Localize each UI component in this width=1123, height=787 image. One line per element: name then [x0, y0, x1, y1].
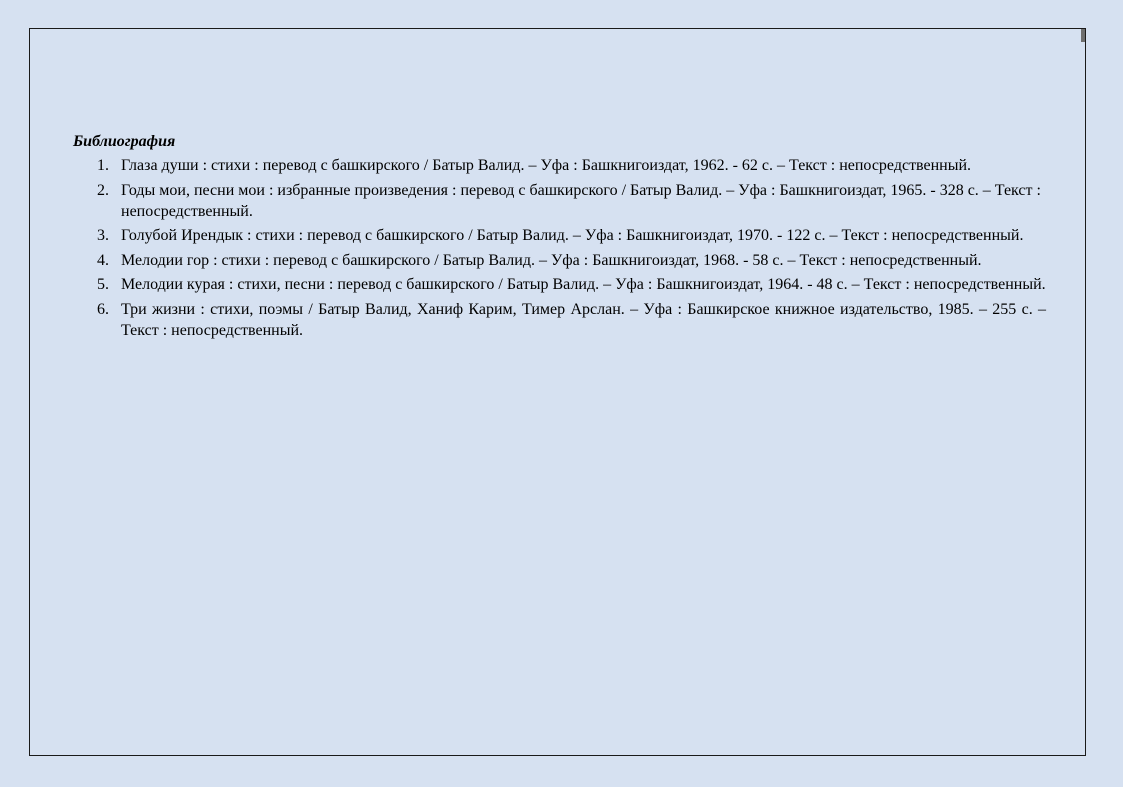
entry-number: 3.: [97, 227, 109, 245]
bibliography-heading: Библиография: [73, 133, 176, 150]
entry-text: Три жизни : стихи, поэмы / Батыр Валид, Ханиф Карим, Тимер Арслан. – Уфа : Башкирское книжное издательство, 1985. – 255 с. – Текст : непосредственный.: [121, 300, 1046, 339]
entry-number: 5.: [97, 276, 109, 294]
bibliography-list: [73, 155, 1046, 341]
entry-text: Голубой Ирендык : стихи : перевод с башкирского / Батыр Валид. – Уфа : Башкнигоиздат, 1970. - 122 с. – Текст : непосредственный.: [121, 227, 1024, 245]
entry-number: 6.: [97, 300, 109, 318]
page-corner-mark: [1081, 29, 1085, 42]
bibliography-entry: [73, 299, 1046, 341]
document-body[interactable]: [73, 132, 1046, 345]
entry-number: 2.: [97, 181, 109, 199]
entry-number: 4.: [97, 251, 109, 269]
entry-number: 1.: [97, 157, 109, 174]
bibliography-entry: [73, 225, 1046, 246]
entry-text: Мелодии курая : стихи, песни : перевод с башкирского / Батыр Валид. – Уфа : Башкнигоиздат, 1964. - 48 с. – Текст : непосредственный.: [121, 276, 1046, 294]
bibliography-entry: [73, 250, 1046, 271]
entry-text: Мелодии гор : стихи : перевод с башкирского / Батыр Валид. – Уфа : Башкнигоиздат, 1968. - 58 с. – Текст : непосредственный.: [121, 251, 982, 269]
bibliography-entry: [73, 155, 1046, 176]
entry-text: Глаза души : стихи : перевод с башкирского / Батыр Валид. – Уфа : Башкнигоиздат, 1962. - 62 с. – Текст : непосредственный.: [121, 157, 972, 174]
bibliography-entry: [73, 274, 1046, 295]
bibliography-entry: [73, 180, 1046, 222]
entry-text: Годы мои, песни мои : избранные произведения : перевод с башкирского / Батыр Валид. – Уфа : Башкнигоиздат, 1965. - 328 с. – Текст : непосредственный.: [121, 181, 1041, 220]
